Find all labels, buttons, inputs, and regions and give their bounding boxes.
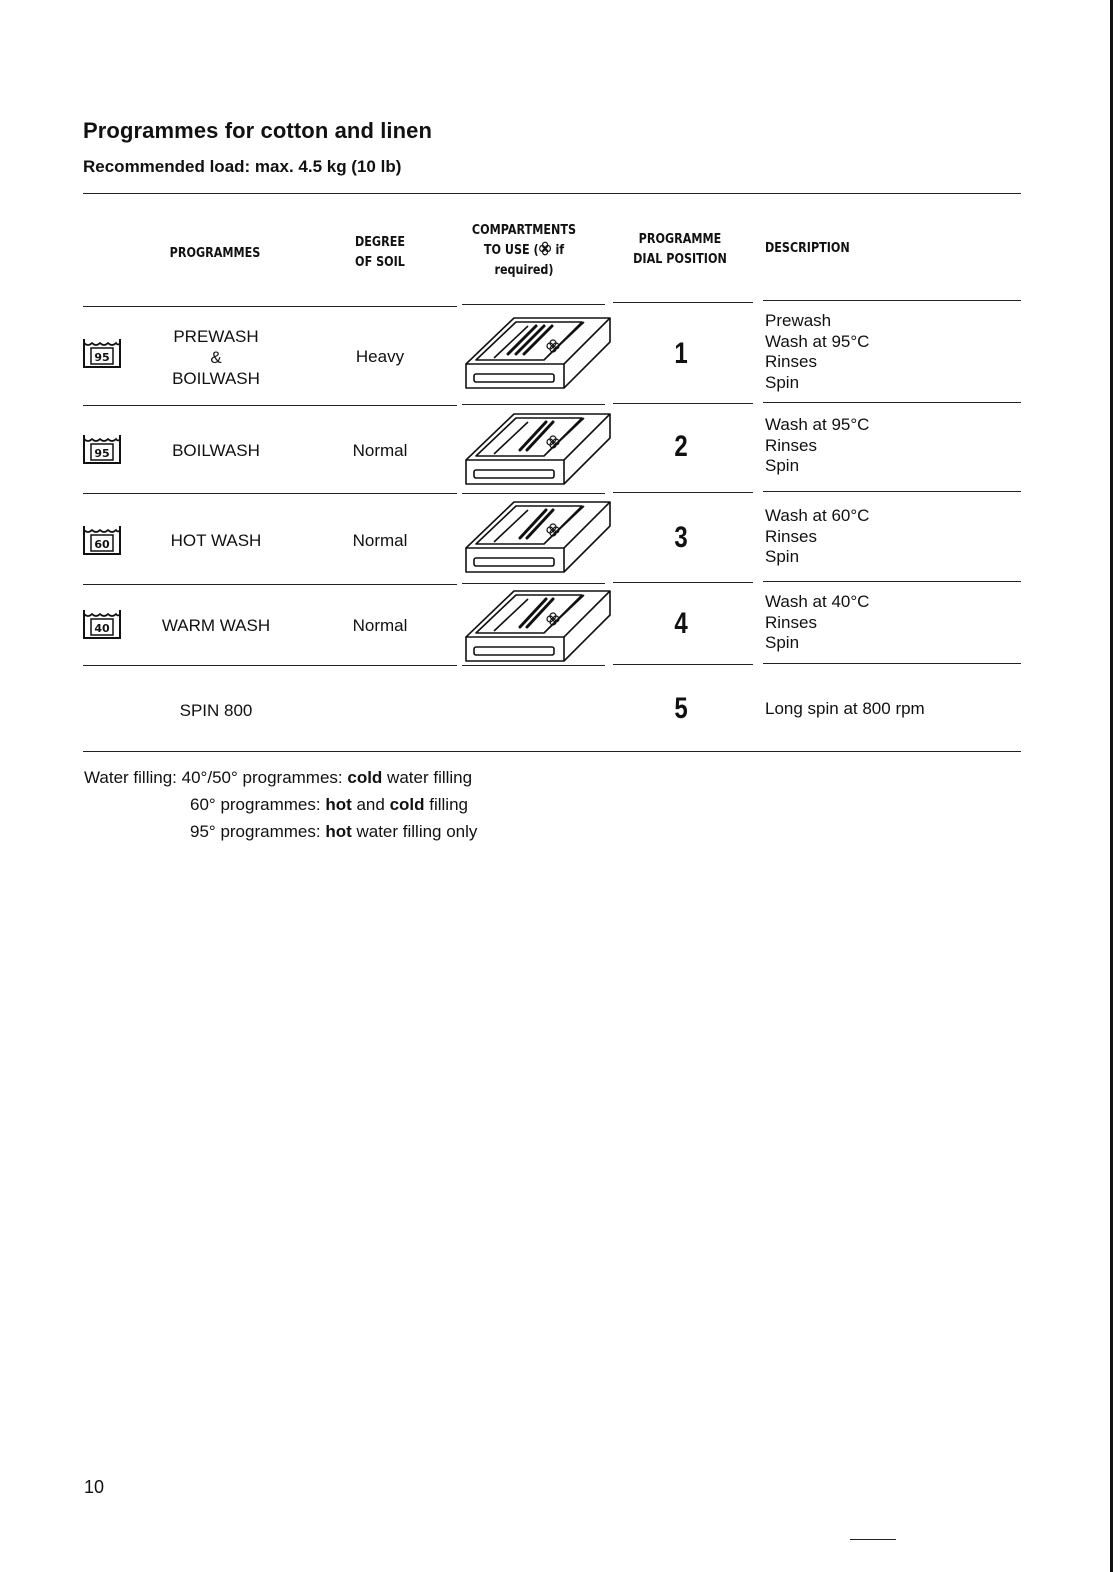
header-rule [83,306,457,307]
detergent-drawer-icon [464,314,614,390]
page-edge [1110,0,1120,1572]
programme-name: SPIN 800 [179,701,253,720]
page-subtitle: Recommended load: max. 4.5 kg (10 lb) [83,157,402,176]
row-rule [763,491,1021,492]
wash-tub-icon [82,608,122,640]
row-rule [763,402,1021,403]
programme-description: Prewash Wash at 95°C Rinses Spin [765,311,870,392]
row-rule [462,665,605,666]
programme-name: PREWASH & BOILWASH [172,327,260,388]
detergent-drawer-icon [464,498,614,574]
svg-text:40: 40 [94,622,110,635]
flower-icon [539,241,552,256]
header-programmes: PROGRAMMES [169,246,261,261]
header-rule [763,300,1021,301]
row-rule [83,584,457,585]
detergent-drawer-icon [464,410,614,486]
table-bottom-rule [83,751,1021,752]
dial-position: 4 [674,607,688,640]
row-rule [763,663,1021,664]
header-description: DESCRIPTION [765,241,850,256]
row-rule [462,404,605,405]
svg-text:95: 95 [94,351,110,364]
degree-of-soil: Normal [352,441,408,460]
water-filling-note: Water filling: 40°/50° programmes: cold water filling [84,768,473,787]
header-degree-of-soil: DEGREE OF SOIL [355,235,405,270]
programme-name: WARM WASH [161,616,271,635]
degree-of-soil: Normal [352,531,408,550]
dial-position: 3 [674,521,688,554]
row-rule [83,493,457,494]
water-filling-note: 60° programmes: hot and cold filling [190,795,468,814]
header-rule [613,302,753,303]
header-dial-position: PROGRAMME DIAL POSITION [633,232,727,267]
programme-name: HOT WASH [170,531,262,550]
programme-description: Wash at 95°C Rinses Spin [765,415,870,475]
wash-tub-icon [82,337,122,369]
programme-description: Wash at 60°C Rinses Spin [765,506,870,566]
row-rule [462,493,605,494]
footer-dash [850,1539,896,1540]
header-compartments: COMPARTMENTS TO USE ( if required) [471,223,577,278]
detergent-drawer-icon [464,587,614,663]
row-rule [763,581,1021,582]
row-rule [462,583,605,584]
svg-text:60: 60 [94,538,110,551]
degree-of-soil: Normal [352,616,408,635]
row-rule [613,582,753,583]
table-top-rule [83,193,1021,194]
programme-description: Long spin at 800 rpm [765,699,925,718]
water-filling-note: 95° programmes: hot water filling only [190,822,478,841]
page-number: 10 [84,1477,105,1497]
wash-tub-icon [82,433,122,465]
row-rule [613,492,753,493]
dial-position: 5 [674,692,688,725]
dial-position: 1 [674,337,688,370]
row-rule [613,664,753,665]
svg-text:95: 95 [94,447,110,460]
programme-description: Wash at 40°C Rinses Spin [765,592,870,652]
row-rule [83,665,457,666]
degree-of-soil: Heavy [355,347,405,366]
row-rule [613,403,753,404]
wash-tub-icon [82,524,122,556]
row-rule [83,405,457,406]
dial-position: 2 [674,430,688,463]
programme-name: BOILWASH [172,441,260,460]
header-rule [462,304,605,305]
page-title: Programmes for cotton and linen [83,118,433,143]
